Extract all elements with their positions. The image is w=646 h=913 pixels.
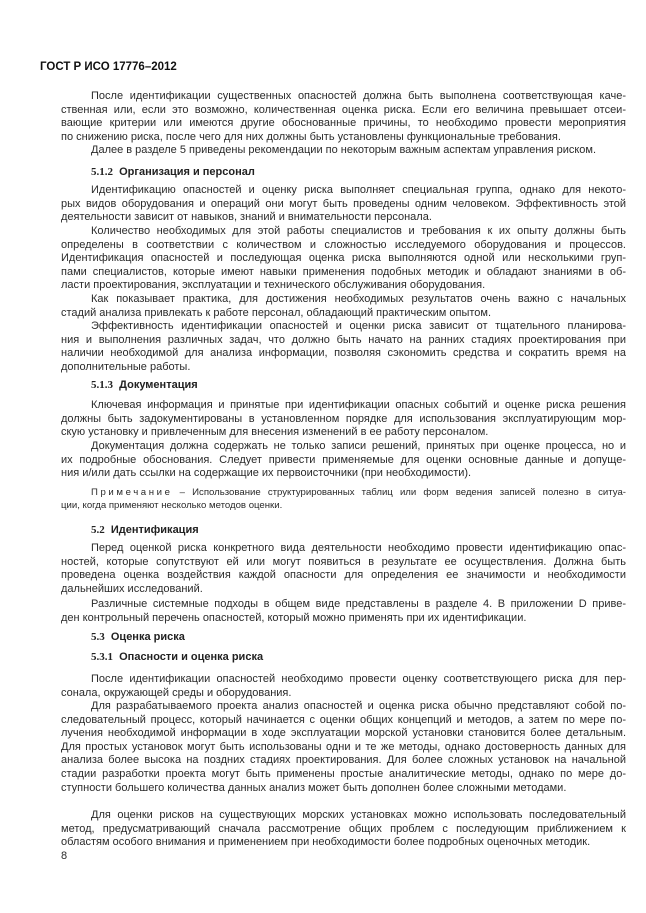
paragraph xyxy=(61,700,626,795)
paragraph xyxy=(61,320,626,374)
text-line: определены в соответствии с количеством и сложностью исследуемого оборудования и процессов. xyxy=(61,238,626,251)
section-number: 5.1.3 xyxy=(91,379,113,391)
text-line: Для разрабатываемого проекта анализ опасностей и оценка риска обычно представляют собой по- xyxy=(91,700,626,712)
text-line: После идентификации опасностей необходимо провести оценку соответствующего риска для пер- xyxy=(91,673,626,685)
text-line: деятельности зависит от навыков, знаний и внимательности персонала. xyxy=(61,211,432,224)
paragraph xyxy=(61,90,626,144)
text-line: скую установку и привлеченным для внесения изменений в ее работу персоналом. xyxy=(61,426,489,439)
paragraph xyxy=(61,144,626,158)
note-label: Примечание xyxy=(91,487,173,498)
text-line: проведена оценка воздействия каждой опасности для определения ее значимости и необходимости xyxy=(61,569,626,582)
text-line: сонала, окружающей среды и оборудования. xyxy=(61,686,292,699)
section-heading xyxy=(61,165,646,179)
note xyxy=(61,486,626,512)
text-line: следовательный процесс, который начинается с оценки общих концепций и методов, а затем по мере по- xyxy=(61,713,626,726)
paragraph xyxy=(61,184,626,225)
paragraph xyxy=(61,673,626,700)
text-line: ственная или, если это возможно, количественная оценка риска. Если его величина превышает отсеи- xyxy=(61,103,626,116)
text-line: Для оценки рисков на существующих морских установках можно использовать последовательный xyxy=(91,809,626,821)
text-line: рых видов оборудования и операций они могут быть проведены одним человеком. Эффективность этой xyxy=(61,197,626,210)
text-line: стадий анализа привлекать к работе персонал, обладающий практическим опытом. xyxy=(61,306,492,319)
text-line: ции, когда применяют несколько методов оценки. xyxy=(61,500,283,511)
section-heading xyxy=(61,523,646,537)
text-line: лучения необходимой информации в ходе эксплуатации морской установки становится более детальным. xyxy=(61,727,626,740)
text-line: их подробные обоснования. Следует привести применяемые для оценки основные данные и допуще- xyxy=(61,453,626,466)
text-line: ден контрольный перечень опасностей, который можно применять при их идентификации. xyxy=(61,611,527,624)
text-line: анализа более высока на поздних стадиях проектирования. Для более сложных установок на начальной xyxy=(61,754,626,767)
text-line: Различные системные подходы в общем виде представлены в разделе 4. В приложении D приве- xyxy=(91,598,626,610)
text-line: Перед оценкой риска конкретного вида деятельности необходимо провести идентификацию опас- xyxy=(91,542,626,554)
section-title: Организация и персонал xyxy=(119,166,255,178)
text-line: Документация должна содержать не только записи решений, принятых при оценке процесса, но и xyxy=(91,440,626,452)
section-heading xyxy=(61,650,646,664)
text-line: Эффективность идентификации опасностей и оценки риска зависит от тщательного планирова- xyxy=(91,320,626,332)
section-number: 5.3 xyxy=(91,631,105,643)
section-title: Опасности и оценка риска xyxy=(119,651,264,663)
section-number: 5.3.1 xyxy=(91,651,113,663)
text-line: вающие критерии или имеются другие обоснованные причины, то необходимо провести мероприятия xyxy=(61,117,626,130)
text-line: пами специалистов, которые имеют навыки применения подобных методик и обладают знаниями в об- xyxy=(61,265,626,278)
text-line: метод, предусматривающий сначала рассмотрение общих проблем с последующим приближением к xyxy=(61,822,626,835)
text-line: должны быть задокументированы в установленном порядке для использования эксплуатирующим мор- xyxy=(61,412,626,425)
text-line: ния и выполнения различных задач, что должно быть начато на ранних стадиях проектирования при xyxy=(61,333,626,346)
text-line: После идентификации существенных опасностей должна быть выполнена соответствующая каче- xyxy=(91,90,626,102)
text-line: стадии разработки проекта могут быть применены простые аналитические методы, однако по мере до- xyxy=(61,767,626,780)
paragraph xyxy=(61,225,626,293)
document-header: ГОСТ Р ИСО 17776–2012 xyxy=(40,61,177,73)
text-line: ностей, которые сопутствуют ей или могут появиться в результате ее осуществления. Должна быть xyxy=(61,555,626,568)
section-title: Документация xyxy=(119,379,198,391)
text-line: Далее в разделе 5 приведены рекомендации по некоторым важным аспектам управления риском. xyxy=(91,144,597,156)
text-line: Идентификация опасностей и последующая оценка риска выполняются одной или несколькими груп- xyxy=(61,252,626,265)
text-line: наличии необходимой для анализа информации, позволяя сэкономить средства и сократить время на xyxy=(61,347,626,360)
note-text: – Использование структурированных таблиц или форм ведения записей полезно в ситуа- xyxy=(172,487,626,498)
text-line: Для простых установок могут быть использованы одни и те же методы, однако достоверность данных для xyxy=(61,740,626,753)
text-line xyxy=(61,486,626,499)
text-line: Ключевая информация и принятые при идентификации опасных событий и оценке риска решения xyxy=(91,399,626,411)
text-line: ласти проектирования, эксплуатации и технического обслуживания оборудования. xyxy=(61,279,486,292)
section-heading xyxy=(61,378,646,392)
text-line: Количество необходимых для этой работы специалистов и требования к их опыту должны быть xyxy=(91,225,626,237)
text-line: Как показывает практика, для достижения необходимых результатов очень важно с начальных xyxy=(91,293,626,305)
text-line: по снижению риска, после чего для них должны быть установлены функциональные требования. xyxy=(61,130,561,143)
paragraph xyxy=(61,598,626,625)
text-line: Идентификацию опасностей и оценку риска выполняет специальная группа, однако для некото- xyxy=(91,184,626,196)
page-number: 8 xyxy=(61,850,68,862)
section-number: 5.1.2 xyxy=(91,166,113,178)
text-line: областям особого внимания и применением при необходимости более подробных оценочных методик. xyxy=(61,836,591,849)
text-line: дальнейших исследований. xyxy=(61,582,203,595)
paragraph xyxy=(61,440,626,481)
text-line: ния и/или дать ссылки на содержащие их первоисточники (при необходимости). xyxy=(61,467,472,480)
paragraph xyxy=(61,542,626,596)
section-title: Идентификация xyxy=(110,524,199,536)
paragraph xyxy=(61,293,626,320)
section-heading xyxy=(61,630,646,644)
paragraph xyxy=(61,809,626,850)
text-line: дополнительные работы. xyxy=(61,360,191,373)
text-line: ступности большего количества данных анализ может быть дополнен более сложными методами. xyxy=(61,781,567,794)
paragraph xyxy=(61,399,626,440)
section-number: 5.2 xyxy=(91,524,105,536)
section-title: Оценка риска xyxy=(110,631,185,643)
